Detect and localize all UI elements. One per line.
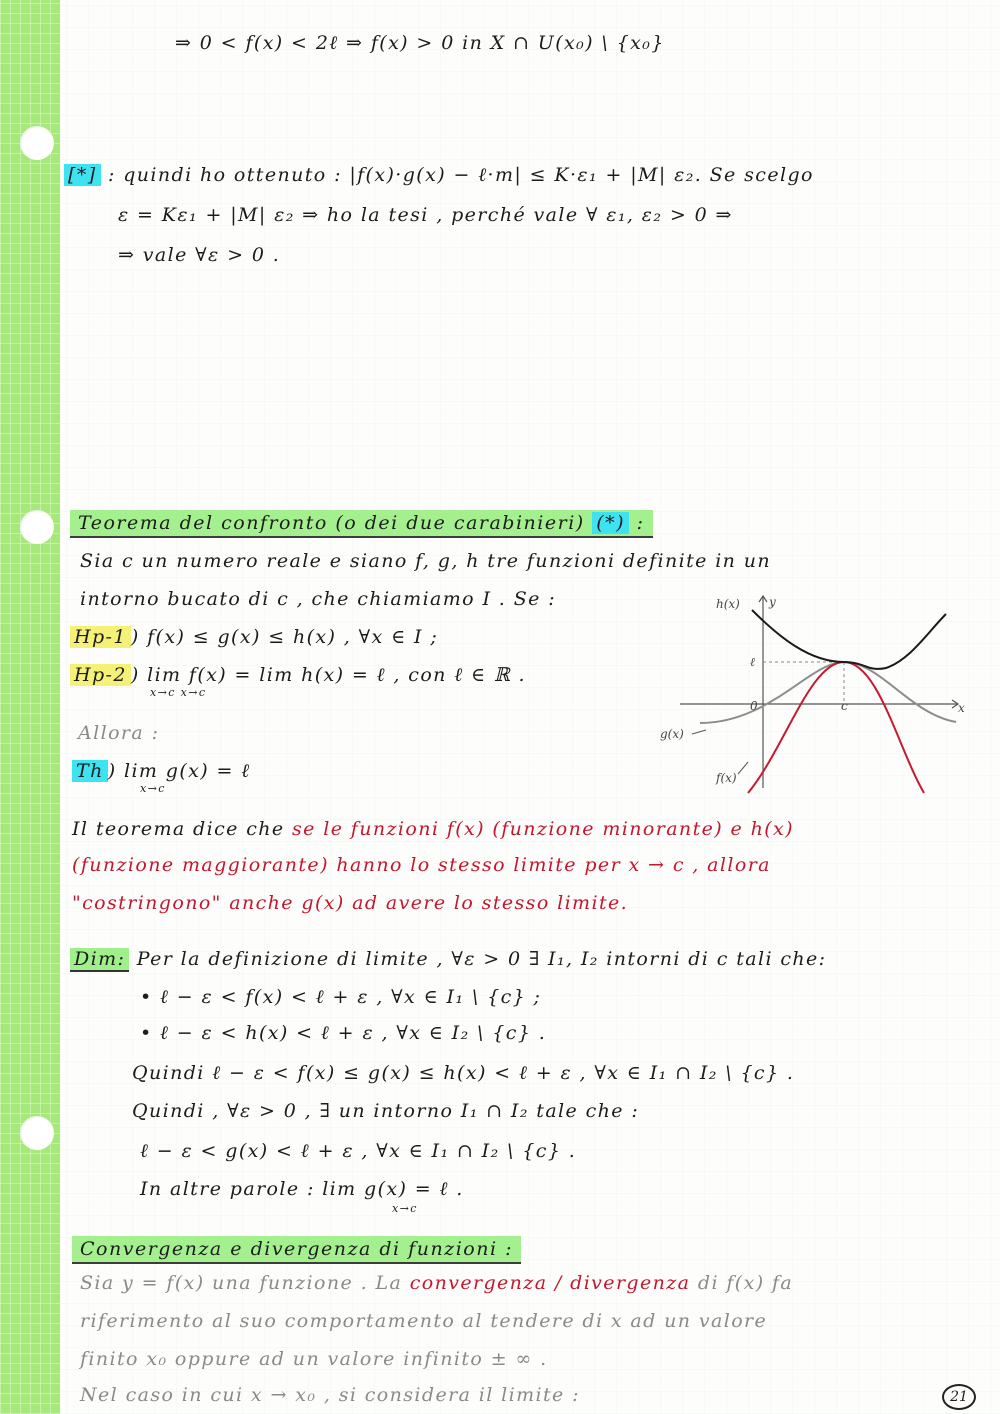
theorem-title: Teorema del confronto (o dei due carabinieri): [78, 512, 585, 534]
proof-line: Quindi ℓ − ε < f(x) ≤ g(x) ≤ h(x) < ℓ + ε , ∀x ∈ I₁ ∩ I₂ \ {c} .: [132, 1062, 795, 1084]
text-span: di f(x) fa: [697, 1272, 794, 1294]
th-text: ) lim g(x) = ℓ: [107, 760, 251, 782]
text-span: Per la definizione di limite , ∀ε > 0 ∃ I₁, I₂ intorni di c tali che:: [136, 948, 827, 970]
x-label: x: [958, 701, 965, 715]
c-label: c: [841, 699, 848, 713]
text-span: se le funzioni f(x) (funzione minorante) e h(x): [292, 818, 794, 840]
f-pointer: [738, 762, 748, 774]
subscript: x→c: [392, 1202, 418, 1215]
h-curve: [752, 610, 946, 669]
hp2-text: ) lim f(x) = lim h(x) = ℓ , con ℓ ∈ ℝ .: [130, 664, 526, 686]
convergence-line: Nel caso in cui x → x₀ , si considera il limite :: [80, 1384, 580, 1406]
convergence-line: riferimento al suo comportamento al tendere di x ad un valore: [80, 1310, 768, 1332]
g-pointer: [692, 730, 706, 734]
proof-line: In altre parole : lim g(x) = ℓ .: [140, 1178, 464, 1200]
star-mark: (*): [592, 512, 629, 534]
origin-label: 0: [750, 699, 758, 713]
text-line: ε = Kε₁ + |M| ε₂ ⇒ ho la tesi , perché vale ∀ ε₁, ε₂ > 0 ⇒: [118, 204, 733, 226]
proof-line: • ℓ − ε < f(x) < ℓ + ε , ∀x ∈ I₁ \ {c} ;: [140, 986, 542, 1008]
text-line: Sia c un numero reale e siano f, g, h tre funzioni definite in un: [80, 550, 772, 572]
subscript: x→c x→c: [150, 686, 207, 699]
thesis: [72, 758, 251, 784]
convergence-line: [80, 1270, 793, 1296]
proof-line: Quindi , ∀ε > 0 , ∃ un intorno I₁ ∩ I₂ tale che :: [132, 1100, 640, 1122]
subscript: x→c: [140, 782, 166, 795]
heading-colon: :: [636, 512, 645, 534]
dim-label: Dim:: [70, 948, 129, 972]
text-span: Il teorema dice che: [72, 818, 285, 840]
text-line: [64, 162, 814, 188]
explanation-line: [72, 816, 794, 842]
hypothesis-1: [70, 624, 438, 650]
explanation-line: "costringono" anche g(x) ad avere lo stesso limite.: [72, 892, 629, 914]
th-label: Th: [72, 760, 108, 782]
proof-line: ℓ − ε < g(x) < ℓ + ε , ∀x ∈ I₁ ∩ I₂ \ {c} .: [140, 1140, 577, 1162]
binder-hole: [20, 510, 54, 544]
f-curve: [748, 662, 924, 793]
convergence-line: finito x₀ oppure ad un valore infinito ± ∞ .: [80, 1348, 548, 1370]
g-curve: [700, 662, 956, 723]
l-label: ℓ: [750, 655, 755, 669]
page-number: 21: [942, 1384, 976, 1410]
text-span: convergenza / divergenza: [409, 1272, 691, 1294]
f-label: f(x): [716, 771, 737, 785]
text-line: ⇒ 0 < f(x) < 2ℓ ⇒ f(x) > 0 in X ∩ U(x₀) \ {x₀}: [175, 32, 665, 54]
allora-text: Allora :: [78, 722, 160, 744]
star-mark: [*]: [64, 164, 101, 186]
y-label: y: [769, 595, 776, 609]
text-line: ⇒ vale ∀ε > 0 .: [118, 244, 281, 266]
proof-line: [70, 946, 826, 972]
proof-line: • ℓ − ε < h(x) < ℓ + ε , ∀x ∈ I₂ \ {c} .: [140, 1022, 547, 1044]
text-line: intorno bucato di c , che chiamiamo I . Se :: [80, 588, 556, 610]
g-label: g(x): [660, 727, 684, 741]
hypothesis-2: [70, 662, 526, 688]
text-span: : quindi ho ottenuto : |f(x)·g(x) − ℓ·m| ≤ K·ε₁ + |M| ε₂. Se scelgo: [107, 164, 814, 186]
binder-hole: [20, 1116, 54, 1150]
binder-hole: [20, 126, 54, 160]
text-span: Sia y = f(x) una funzione . La: [80, 1272, 403, 1294]
green-margin-strip: [0, 0, 60, 1414]
hp1-text: ) f(x) ≤ g(x) ≤ h(x) , ∀x ∈ I ;: [130, 626, 439, 648]
explanation-line: (funzione maggiorante) hanno lo stesso limite per x → c , allora: [72, 854, 771, 876]
hp1-label: Hp-1: [70, 626, 131, 648]
h-label: h(x): [716, 597, 740, 611]
comparison-graph: [660, 588, 970, 800]
convergence-heading: Convergenza e divergenza di funzioni :: [72, 1236, 521, 1264]
hp2-label: Hp-2: [70, 664, 131, 686]
theorem-heading: [70, 510, 653, 538]
